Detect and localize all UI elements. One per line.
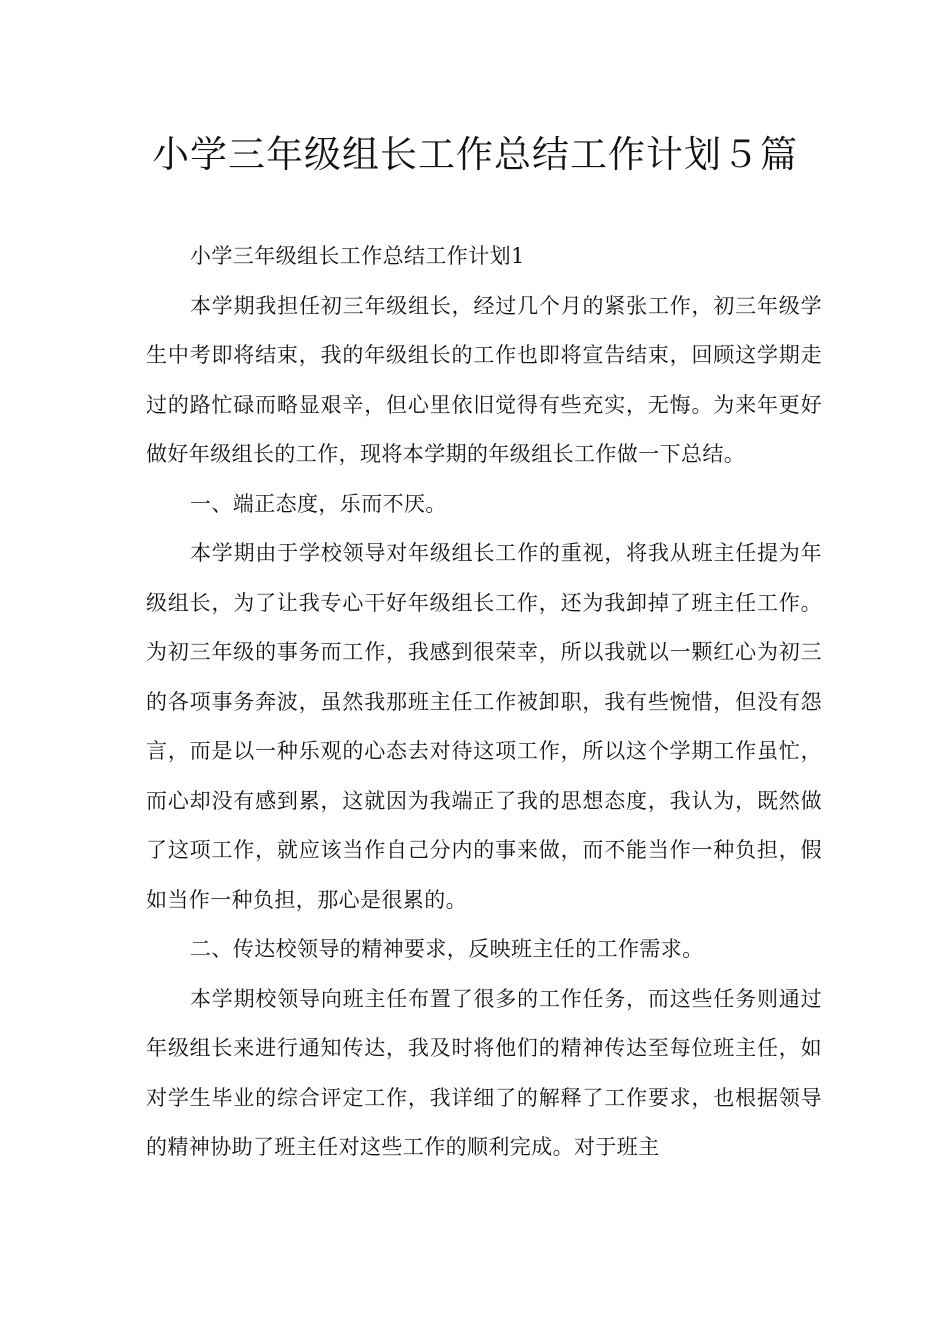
document-body — [146, 232, 822, 1173]
document-title: 小学三年级组长工作总结工作计划５篇 — [152, 133, 798, 176]
paragraph-intro: 本学期我担任初三年级组长，经过几个月的紧张工作，初三年级学生中考即将结束，我的年级组长的工作也即将宣告结束，回顾这学期走过的路忙碌而略显艰辛，但心里依旧觉得有些充实，无悔。为来年更好做好年级组长的工作，现将本学期的年级组长工作做一下总结。 — [146, 293, 822, 466]
section-heading-attitude: 一、端正态度，乐而不厌。 — [190, 491, 447, 516]
section-heading-plan-1: 小学三年级组长工作总结工作计划1 — [190, 244, 525, 268]
paragraph-communication: 本学期校领导向班主任布置了很多的工作任务，而这些任务则通过年级组长来进行通知传达，我及时将他们的精神传达至每位班主任，如对学生毕业的综合评定工作，我详细了的解释了工作要求，也根据领导的精神协助了班主任对这些工作的顺利完成。对于班主 — [146, 986, 822, 1159]
paragraph-attitude: 本学期由于学校领导对年级组长工作的重视，将我从班主任提为年级组长，为了让我专心干好年级组长工作，还为我卸掉了班主任工作。为初三年级的事务而工作，我感到很荣幸，所以我就以一颗红心为初三的各项事务奔波，虽然我那班主任工作被卸职，我有些惋惜，但没有怨言，而是以一种乐观的心态去对待这项工作，所以这个学期工作虽忙，而心却没有感到累，这就因为我端正了我的思想态度，我认为，既然做了这项工作，就应该当作自己分内的事来做，而不能当作一种负担，假如当作一种负担，那心是很累的。 — [146, 541, 822, 912]
section-heading-communication: 二、传达校领导的精神要求，反映班主任的工作需求。 — [190, 937, 704, 961]
